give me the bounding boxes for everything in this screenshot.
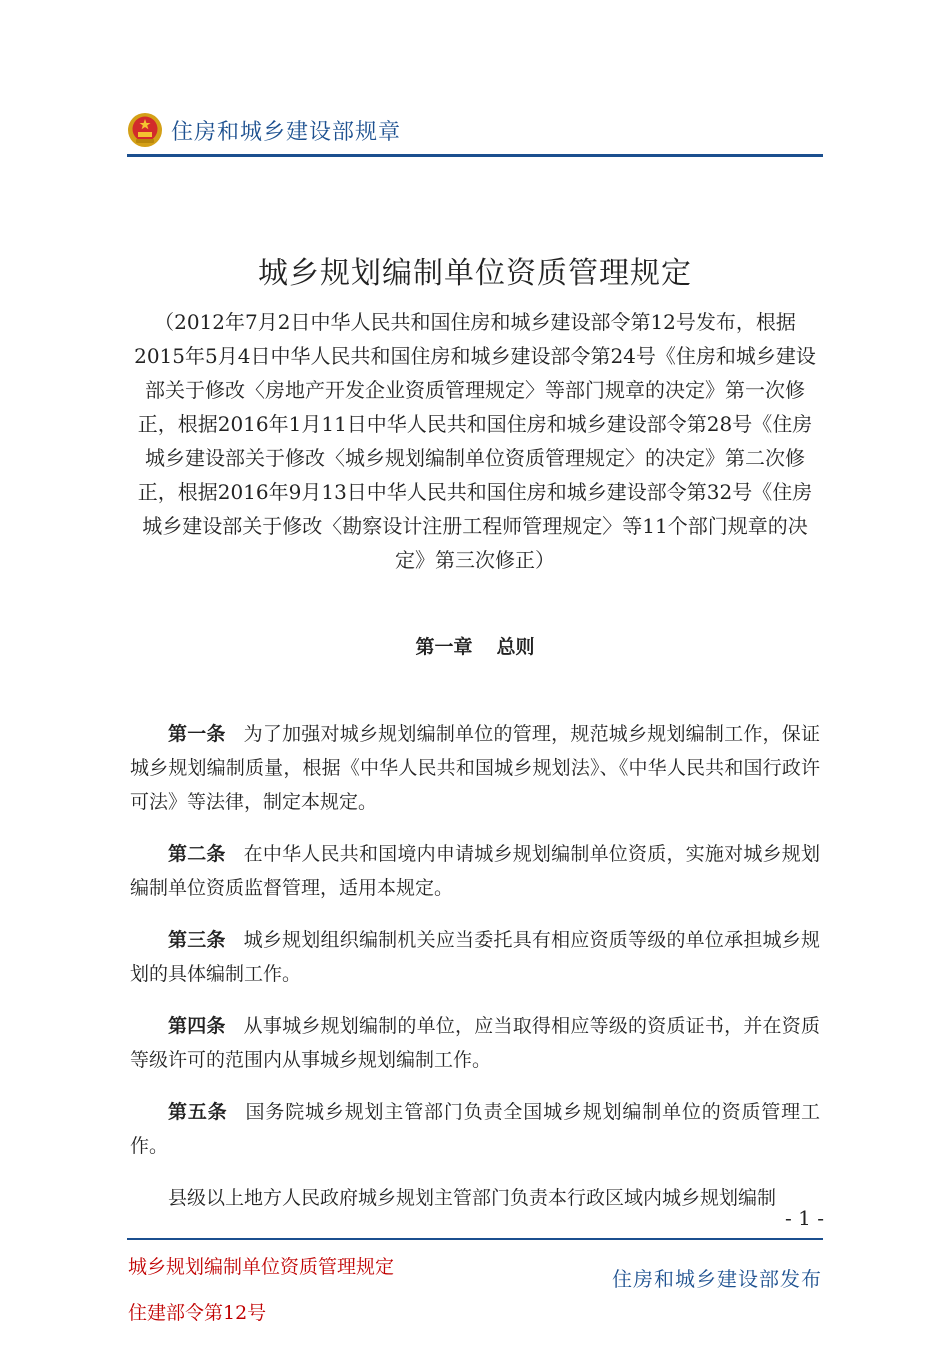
page-number: - 1 -	[785, 1206, 824, 1230]
article-list	[130, 717, 820, 1233]
article-number: 第四条	[168, 1015, 226, 1037]
article-paragraph	[130, 1181, 820, 1215]
chapter-name: 总则	[496, 636, 535, 658]
article-text: 国务院城乡规划主管部门负责全国城乡规划编制单位的资质管理工作。	[130, 1101, 820, 1157]
chapter-number: 第一章	[415, 636, 473, 658]
article-text: 为了加强对城乡规划编制单位的管理，规范城乡规划编制工作，保证城乡规划编制质量，根据《中华人民共和国城乡规划法》、《中华人民共和国行政许可法》等法律，制定本规定。	[130, 723, 820, 813]
article-text: 在中华人民共和国境内申请城乡规划编制单位资质，实施对城乡规划编制单位资质监督管理，适用本规定。	[130, 843, 820, 899]
article-paragraph	[130, 1009, 820, 1077]
page-header	[127, 104, 823, 156]
chapter-heading	[0, 632, 950, 659]
article-text: 县级以上地方人民政府城乡规划主管部门负责本行政区域内城乡规划编制	[168, 1187, 777, 1209]
article-paragraph	[130, 1095, 820, 1163]
national-emblem-icon	[127, 112, 163, 148]
article-number: 第二条	[168, 843, 226, 865]
article-number: 第三条	[168, 929, 226, 951]
footer-decree-number: 住建部令第12号	[128, 1302, 267, 1324]
document-title: 城乡规划编制单位资质管理规定	[258, 256, 692, 291]
article-number: 第一条	[168, 723, 226, 745]
article-paragraph	[130, 717, 820, 819]
footer-publisher: 住房和城乡建设部发布	[612, 1267, 822, 1291]
header-divider	[127, 154, 823, 157]
revision-note: （2012年7月2日中华人民共和国住房和城乡建设部令第12号发布，根据2015年5月4日中华人民共和国住房和城乡建设部令第24号《住房和城乡建设部关于修改〈房地产开发企业资质管理规定〉等部门规章的决定》第一次修正，根据2016年1月11日中华人民共和国住房和城乡建设部令第28号《住房城乡建设部关于修改〈城乡规划编制单位资质管理规定〉的决定》第二次修正，根据2016年9月13日中华人民共和国住房和城乡建设部令第32号《住房城乡建设部关于修改〈勘察设计注册工程师管理规定〉等11个部门规章的决定》第三次修正）	[134, 310, 816, 572]
article-text: 从事城乡规划编制的单位，应当取得相应等级的资质证书，并在资质等级许可的范围内从事城乡规划编制工作。	[130, 1015, 820, 1071]
article-number: 第五条	[168, 1101, 228, 1123]
article-text: 城乡规划组织编制机关应当委托具有相应资质等级的单位承担城乡规划的具体编制工作。	[130, 929, 820, 985]
footer-document-title: 城乡规划编制单位资质管理规定	[128, 1256, 395, 1278]
article-paragraph	[130, 837, 820, 905]
header-title: 住房和城乡建设部规章	[171, 119, 402, 145]
footer-divider	[127, 1238, 823, 1240]
article-paragraph	[130, 923, 820, 991]
footer-document-info	[128, 1244, 394, 1336]
